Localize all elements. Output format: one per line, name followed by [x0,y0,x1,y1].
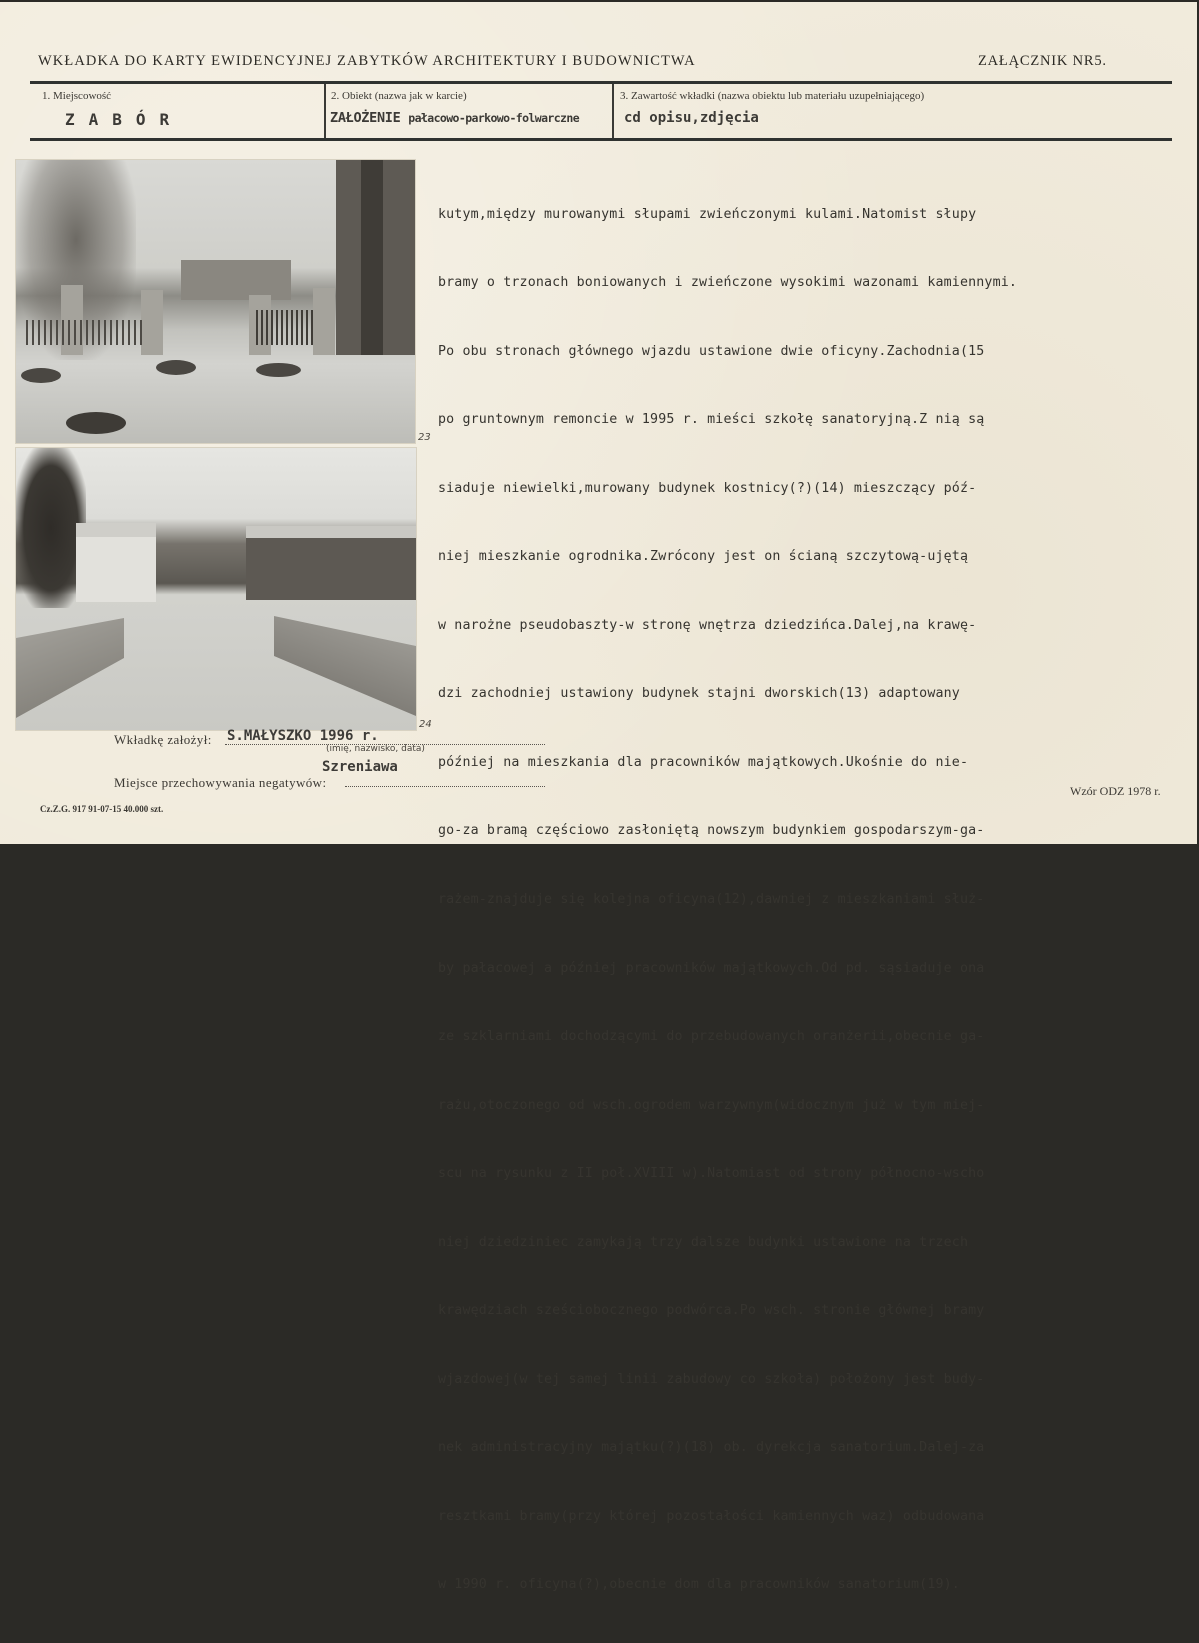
description-line: krawędziach sześciobocznego podwórca.Po wsch. stronie głównej bramy [438,1303,985,1319]
description-line: po gruntownym remoncie w 1995 r. mieści szkołę sanatoryjną.Z nią są [438,412,985,428]
description-line: bramy o trzonach boniowanych i zwieńczone wysokimi wazonami kamiennymi. [438,275,1018,291]
field-value-content: cd opisu,zdjęcia [624,110,759,126]
annex-number: ZAŁĄCZNIK NR5. [978,53,1107,69]
description-line: by pałacowej a później pracowników majątkowych.Od pd. sąsiaduje ona [438,960,985,976]
description-line: ze szklarniami dochodzącymi do przebudowanych oranżerii,obecnie ga- [438,1029,985,1045]
document-title: WKŁADKA DO KARTY EWIDENCYJNEJ ZABYTKÓW ARCHITEKTURY I BUDOWNICTWA [38,53,696,69]
description-line: w 1990 r. oficyna(?),obecnie dom dla pracowników sanatorium(19). [438,1577,960,1593]
description-line: wjazdowej(w tej samej linii zabudowy co szkoła) położony jest budy- [438,1371,985,1387]
negatives-dotted-line [345,786,545,787]
description-line: nek administracyjny majątku(?)(18) ob. dyrekcja sanatorium.Dalej-za [438,1440,985,1456]
field-label-place: 1. Miejscowość [42,90,112,102]
description-line: go-za bramą częściowo zasłoniętą nowszym budynkiem gospodarszym-ga- [438,823,985,839]
header-rule-bottom [30,138,1172,141]
field-label-content: 3. Zawartość wkładki (nazwa obiektu lub materiału uzupełniającego) [620,90,925,102]
photo-gate [15,159,416,444]
description-line: resztkami bramy(przy której pozostałości kamiennych waz) odbudowana [438,1508,985,1524]
object-type: ZAŁOŻENIE [330,110,401,126]
description-line: niej dziedziniec zamykają trzy dalsze budynki ustawione na trzech [438,1234,969,1250]
header-rule-top [30,81,1172,84]
negatives-value: Szreniawa [322,759,398,775]
description-line: dzi zachodniej ustawiony budynek stajni dworskich(13) adaptowany [438,686,960,702]
description-line: scu na rysunku z II poł.XVIII w).Natomiast od strony północno-wscho [438,1166,985,1182]
form-pattern: Wzór ODZ 1978 r. [1070,784,1161,798]
description-text [438,158,1138,1643]
author-value: S.MAŁYSZKO 1996 r. [227,728,379,744]
print-info: Cz.Z.G. 917 91-07-15 40.000 szt. [40,804,164,814]
photo-number-23: 23 [418,432,431,443]
description-line: w narożne pseudobaszty-w stronę wnętrza dziedzińca.Dalej,na krawę- [438,617,977,633]
description-line: rażu,otoczonego od wsch.ogrodem warzywnym(widocznym już w tym miej- [438,1097,985,1113]
field-divider-2 [612,84,614,138]
field-value-object [330,110,579,126]
author-hint: (imię, nazwisko, data) [326,744,425,754]
field-divider-1 [324,84,326,138]
negatives-label: Miejsce przechowywania negatywów: [114,775,327,790]
record-sheet [0,2,1197,1593]
description-line: niej mieszkanie ogrodnika.Zwrócony jest on ścianą szczytową-ujętą [438,549,969,565]
description-line: Po obu stronach głównego wjazdu ustawione dwie oficyny.Zachodnia(15 [438,343,985,359]
photo-bridge [15,447,417,731]
description-line: siaduje niewielki,murowany budynek kostnicy(?)(14) mieszczący póź- [438,480,977,496]
object-subtype: pałacowo-parkowo-folwarczne [408,111,580,125]
author-label: Wkładkę założył: [114,732,212,747]
photo-number-24: 24 [419,719,432,730]
description-line: kutym,między murowanymi słupami zwieńczonymi kulami.Natomist słupy [438,206,977,222]
description-line: rażem-znajduje się kolejna oficyna(12),dawniej z mieszkaniami służ- [438,892,985,907]
field-label-object: 2. Obiekt (nazwa jak w karcie) [331,90,467,102]
field-value-place: ZABÓR [65,110,184,129]
description-line: później na mieszkania dla pracowników majątkowych.Ukośnie do nie- [438,754,969,770]
